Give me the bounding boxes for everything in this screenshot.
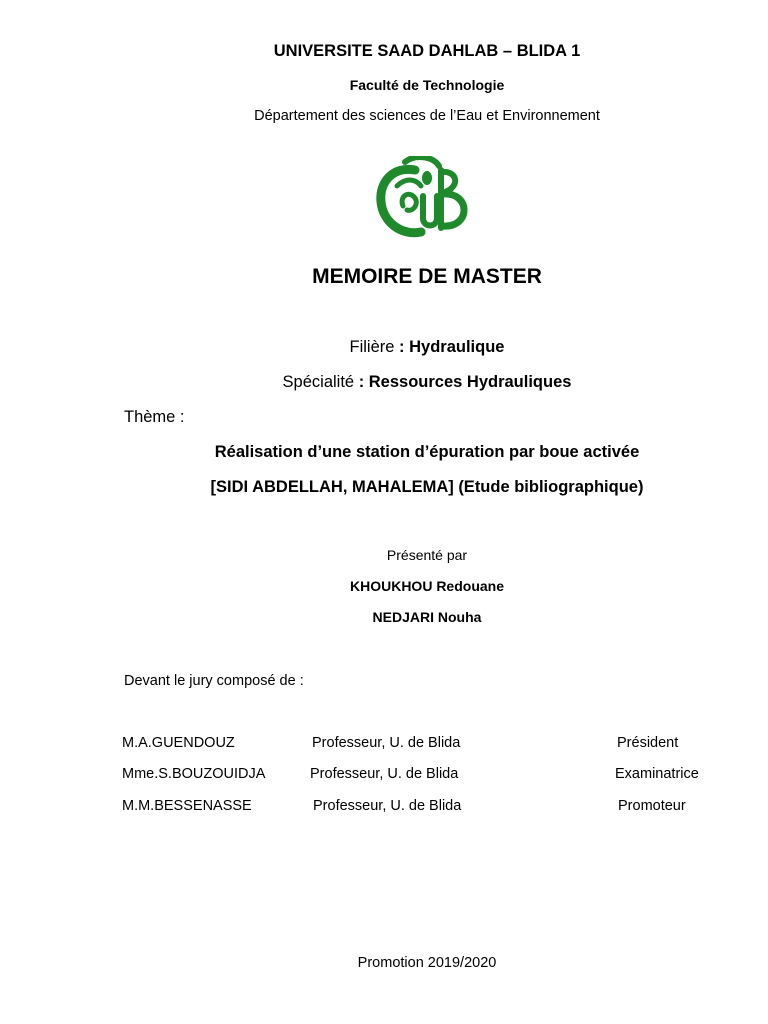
faculty-name: Faculté de Technologie — [349, 77, 505, 93]
department-name: Département des sciences de l’Eau et Environnement — [254, 108, 600, 124]
specialite-value: : Ressources Hydrauliques — [358, 373, 572, 391]
jury-member-title: Professeur, U. de Blida — [310, 766, 459, 782]
author-name: KHOUKHOU Redouane — [349, 578, 504, 594]
document-type: MEMOIRE DE MASTER — [312, 265, 542, 288]
jury-member-title: Professeur, U. de Blida — [312, 735, 461, 751]
jury-member-role: Président — [617, 735, 679, 751]
theme-title-line-1: Réalisation d’une station d’épuration par boue activée — [214, 443, 640, 461]
university-logo-icon — [375, 156, 475, 240]
specialite-line — [43, 373, 768, 392]
theme-title-line-2: [SIDI ABDELLAH, MAHALEMA] (Etude bibliographique) — [210, 478, 644, 496]
promotion-year: Promotion 2019/2020 — [357, 955, 497, 971]
filiere-line — [43, 338, 768, 357]
jury-member-name: M.M.BESSENASSE — [122, 798, 252, 814]
jury-member-role: Promoteur — [618, 798, 686, 814]
theme-label: Thème : — [124, 408, 185, 426]
jury-intro: Devant le jury composé de : — [124, 673, 304, 689]
filiere-label: Filière — [349, 338, 395, 356]
specialite-label: Spécialité — [282, 373, 355, 391]
jury-member-name: M.A.GUENDOUZ — [122, 735, 235, 751]
jury-member-role: Examinatrice — [615, 766, 699, 782]
university-name: UNIVERSITE SAAD DAHLAB – BLIDA 1 — [273, 42, 581, 60]
presented-by-label: Présenté par — [386, 547, 468, 563]
jury-member-title: Professeur, U. de Blida — [313, 798, 462, 814]
jury-member-name: Mme.S.BOUZOUIDJA — [122, 766, 266, 782]
filiere-value: : Hydraulique — [399, 338, 505, 356]
author-name: NEDJARI Nouha — [372, 609, 482, 625]
